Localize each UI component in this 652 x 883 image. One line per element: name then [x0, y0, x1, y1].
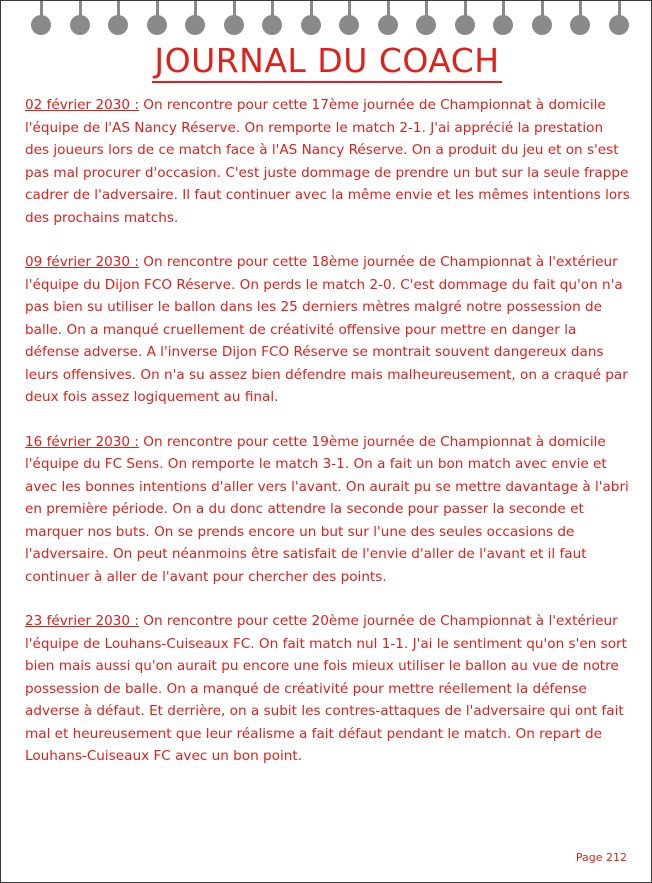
journal-entries	[25, 94, 630, 790]
binder-ring-icon	[455, 15, 475, 35]
binder-ring-icon	[570, 15, 590, 35]
binder-ring-icon	[339, 15, 359, 35]
journal-entry	[25, 431, 630, 589]
page-title-text: JOURNAL DU COACH	[152, 42, 501, 83]
binder-ring-icon	[70, 15, 90, 35]
entry-date: 02 février 2030 :	[25, 97, 139, 113]
binder-ring-icon	[185, 15, 205, 35]
journal-entry	[25, 610, 630, 768]
entry-date: 23 février 2030 :	[25, 613, 139, 629]
entry-text: On rencontre pour cette 18ème journée de Championnat à l'extérieur l'équipe du Dijon FCO Réserve. On perds le match 2-0. C'est dommage du fait qu'on n'a pas bien su utiliser le ballon dans les 25 derniers mètres malgré notre possession de balle. On a manqué cruellement de créativité offensive pour mettre en danger la défense adverse. A l'inverse Dijon FCO Réserve se montrait souvent dangereux dans leurs offensives. On n'a su assez bien défendre mais malheureusement, on a craqué par deux fois assez logiquement au final.	[25, 254, 628, 405]
binder-ring-icon	[108, 15, 128, 35]
binder-ring-icon	[493, 15, 513, 35]
binder-ring-icon	[147, 15, 167, 35]
binder-ring-icon	[378, 15, 398, 35]
entry-text: On rencontre pour cette 17ème journée de Championnat à domicile l'équipe de l'AS Nancy Réserve. On remporte le match 2-1. J'ai apprécié la prestation des joueurs lors de ce match face à l'AS Nancy Réserve. On a produit du jeu et on s'est pas mal procurer d'occasion. C'est juste dommage de prendre un but sur la seule frappe cadrer de l'adversaire. Il faut continuer avec la même envie et les mêmes intentions lors des prochains matchs.	[25, 97, 630, 226]
binder-ring-icon	[416, 15, 436, 35]
page-title	[1, 41, 652, 83]
page-number: Page 212	[575, 851, 627, 864]
binder-ring-icon	[532, 15, 552, 35]
binder-ring-icon	[609, 15, 629, 35]
journal-entry	[25, 251, 630, 409]
binder-ring-icon	[224, 15, 244, 35]
binder-rings	[31, 15, 625, 37]
journal-entry	[25, 94, 630, 229]
entry-text: On rencontre pour cette 19ème journée de Championnat à domicile l'équipe du FC Sens. On remporte le match 3-1. On a fait un bon match avec envie et avec les bonnes intentions d'aller vers l'avant. On aurait pu se mettre davantage à l'abri en première période. On a du donc attendre la seconde pour passer la seconde et marquer nos buts. On se prends encore un but sur l'une des seules occasions de l'adversaire. On peut néanmoins être satisfait de l'envie d'aller de l'avant et il faut continuer à aller de l'avant pour chercher des points.	[25, 433, 629, 585]
binder-ring-icon	[301, 15, 321, 35]
binder-ring-icon	[262, 15, 282, 35]
entry-text: On rencontre pour cette 20ème journée de Championnat à l'extérieur l'équipe de Louhans-Cuiseaux FC. On fait match nul 1-1. J'ai le sentiment qu'on s'en sort bien mais aussi qu'on aurait pu encore une fois mieux utiliser le ballon au vue de notre possession de balle. On a manqué de créativité pour mettre réellement la défense adverse à défaut. Et derrière, on a subit les contres-attaques de l'adversaire qui ont fait mal et heureusement que leur réalisme a fait défaut pendant le match. On repart de Louhans-Cuiseaux FC avec un bon point.	[25, 613, 627, 764]
entry-date: 16 février 2030 :	[25, 433, 139, 450]
entry-date: 09 février 2030 :	[25, 254, 139, 270]
binder-ring-icon	[31, 15, 51, 35]
